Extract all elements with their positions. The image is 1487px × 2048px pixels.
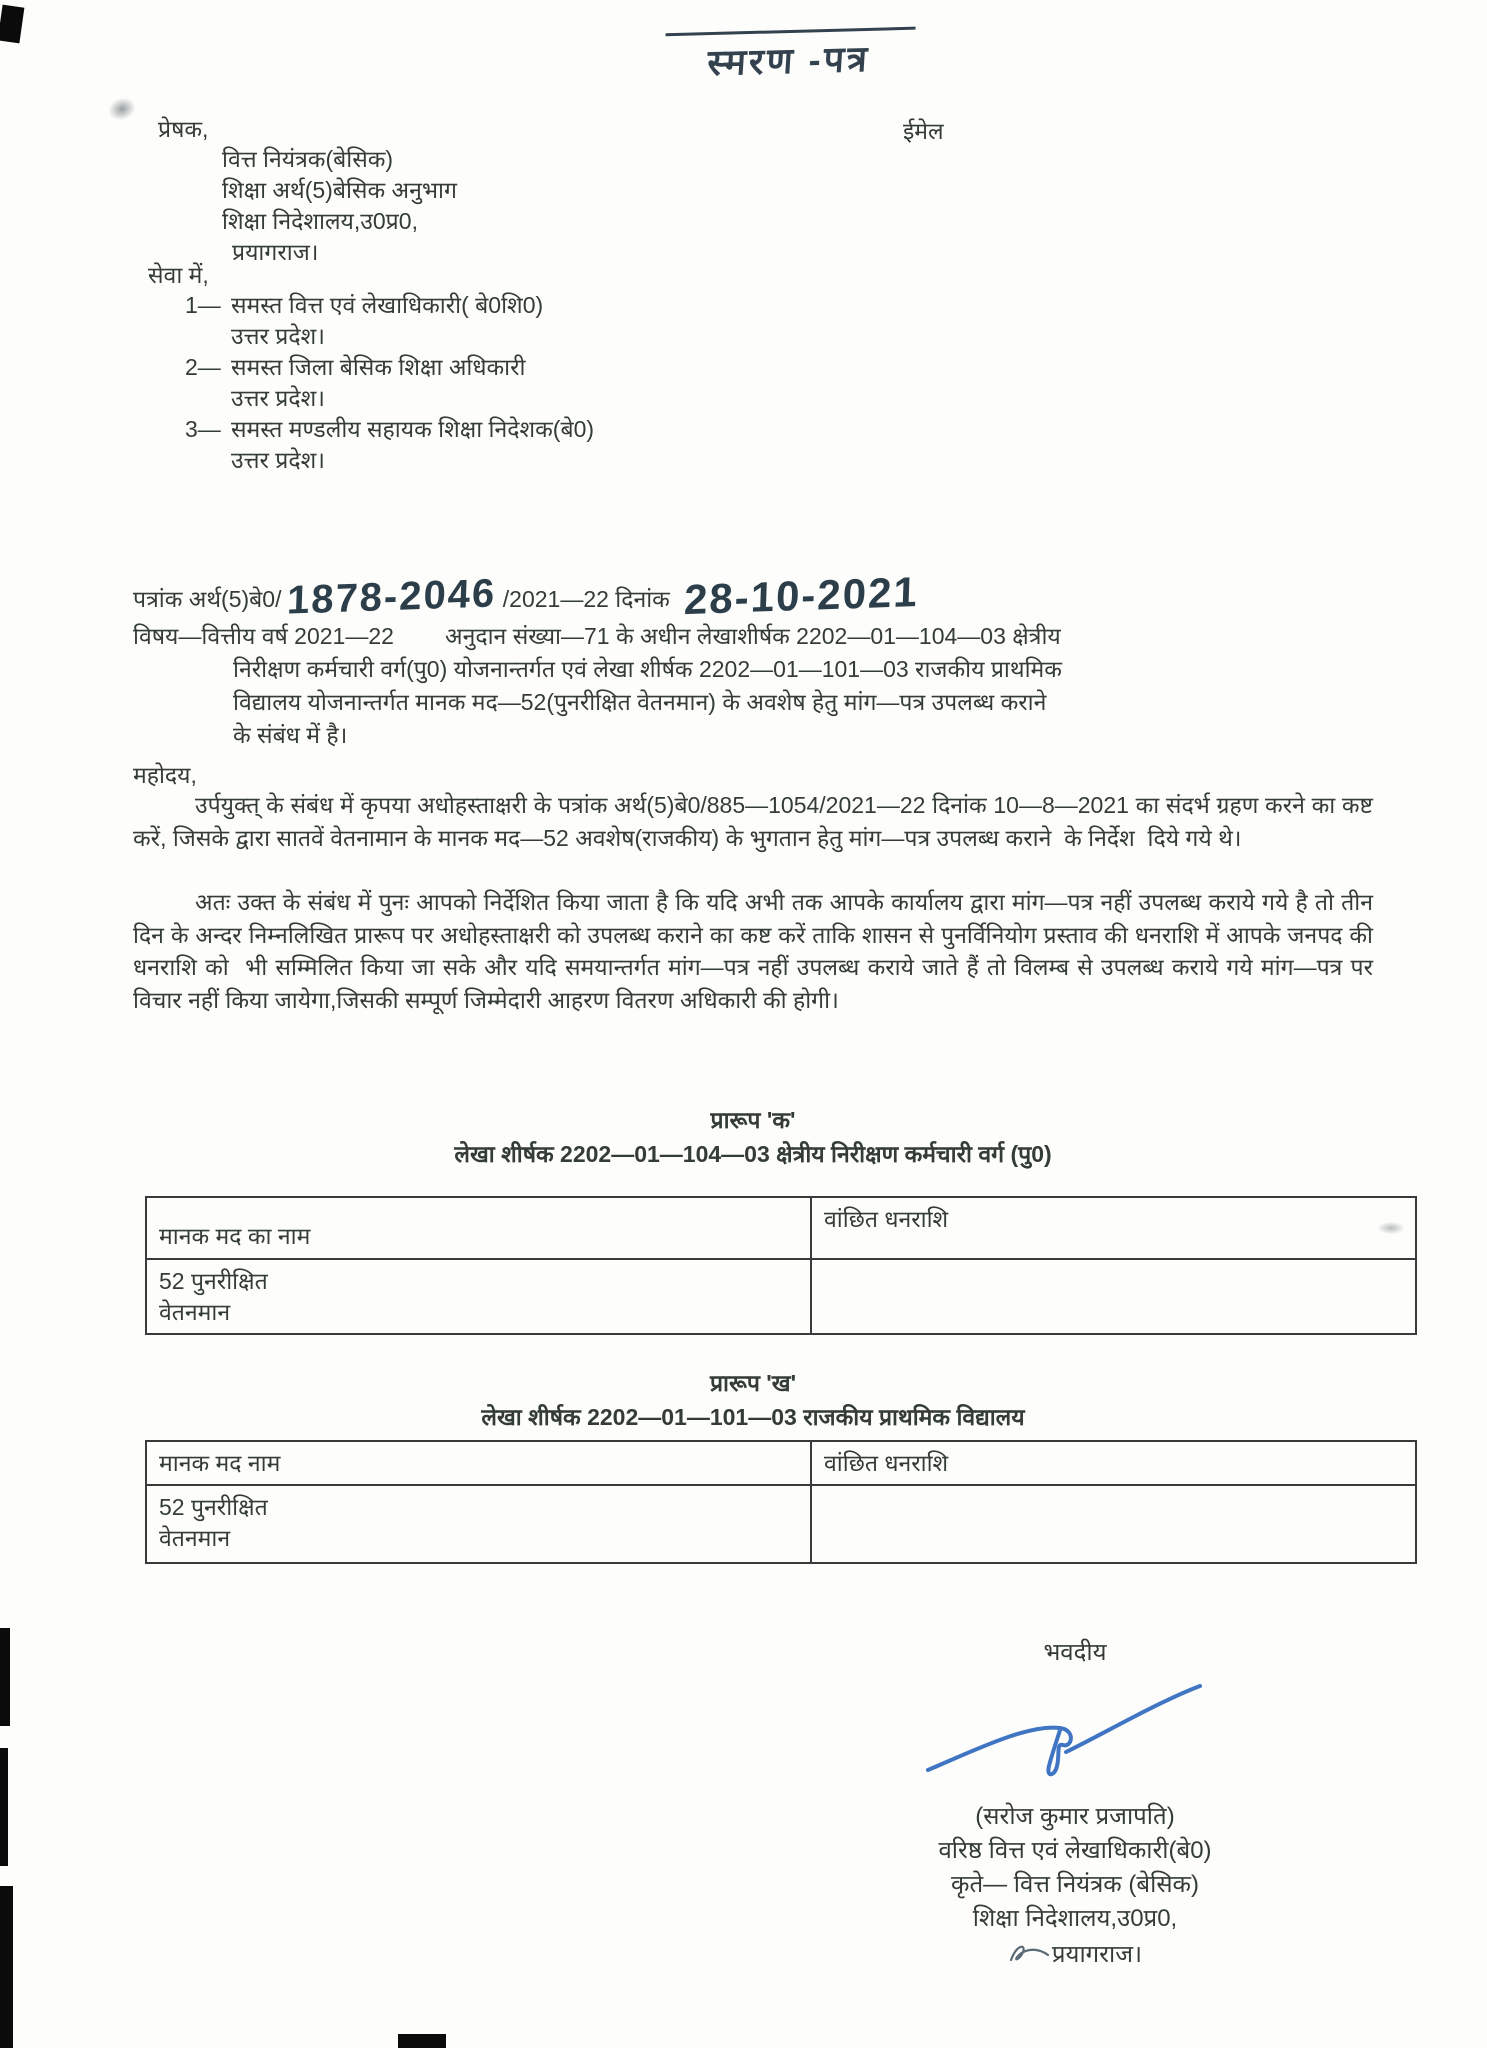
signatory-city xyxy=(845,1936,1305,1972)
scan-edge-mark xyxy=(398,2034,446,2048)
signatory-office: शिक्षा निदेशालय,उ0प्र0, xyxy=(972,1905,1178,1932)
recipient-text: समस्त जिला बेसिक शिक्षा अधिकारी xyxy=(231,354,526,380)
salutation: महोदय, xyxy=(133,762,197,788)
handwritten-letter-number: 1878-2046 xyxy=(286,571,498,623)
form-b-title: प्रारूप 'ख' xyxy=(709,1370,797,1396)
body-paragraph-1: उर्पयुक्त् के संबंध में कृपया अधोहस्ताक्षरी के पत्रांक अर्थ(5)बे0/885—1054/2021—22 दिनांक 10—8—2021 का संदर्भ ग्रहण करने का कष्ट करें, जिसके द्वारा सातवें वेतनामान के मानक मद—52 अवशेष(राजकीय) के भुगतान हेतु मांग—पत्र उपलब्ध कराने के निर्देश दिये गये थे। xyxy=(133,792,1380,851)
handwritten-note: स्मरण -पत्र xyxy=(662,27,915,88)
scan-edge-mark xyxy=(0,1886,13,2048)
email-label: ईमेल xyxy=(903,118,944,144)
scan-edge-mark xyxy=(0,5,24,44)
form-b-table xyxy=(145,1440,1417,1564)
scan-smudge xyxy=(105,94,139,124)
closing-word: भवदीय xyxy=(1043,1639,1107,1666)
sender-address xyxy=(222,144,457,268)
recipient-number: 2— xyxy=(185,354,221,380)
form-b-col1-header: मानक मद नाम xyxy=(147,1442,812,1486)
signature xyxy=(920,1678,1230,1798)
sender-line: शिक्षा निदेशालय,उ0प्र0, xyxy=(222,208,418,234)
reference-middle: /2021—22 दिनांक xyxy=(502,586,670,612)
signatory-city-text: प्रयागराज। xyxy=(1051,1941,1143,1968)
form-b-item-cell xyxy=(147,1486,812,1562)
signatory-name: (सरोज कुमार प्रजापति) xyxy=(975,1803,1175,1830)
form-a-col2-header: वांछित धनराशि xyxy=(812,1198,1415,1260)
form-b-item-line: 52 पुनरीक्षित xyxy=(159,1494,268,1520)
signature-block xyxy=(845,1636,1305,1972)
body-paragraph-2: अतः उक्त के संबंध में पुनः आपको निर्देशित किया जाता है कि यदि अभी तक आपके कार्यालय द्वारा मांग—पत्र नहीं उपलब्ध कराये गये है तो तीन दिन के अन्दर निम्नलिखित प्रारूप पर अधोहस्ताक्षरी को उपलब्ध कराने का कष्ट करें ताकि शासन से पुनर्विनियोग प्रस्ताव की धनराशि में आपके जनपद की धनराशि को भी सम्मिलित किया जा सके और यदि समयान्तर्गत मांग—पत्र नहीं उपलब्ध कराये जाते हैं तो विलम्ब से उपलब्ध कराये गये मांग—पत्र पर विचार नहीं किया जायेगा,जिसकी सम्पूर्ण जिम्मेदारी आहरण वितरण अधिकारी की होगी। xyxy=(133,889,1380,1013)
form-a-amount-cell xyxy=(812,1260,1415,1333)
form-a-table xyxy=(145,1196,1417,1335)
recipient-text: उत्तर प्रदेश। xyxy=(231,385,325,411)
recipient-list xyxy=(185,290,594,476)
recipient-text: उत्तर प्रदेश। xyxy=(231,447,325,473)
signatory-for: कृते— वित्त नियंत्रक (बेसिक) xyxy=(951,1871,1199,1898)
scan-edge-mark xyxy=(0,1628,10,1726)
recipient-text: समस्त मण्डलीय सहायक शिक्षा निदेशक(बे0) xyxy=(231,416,595,442)
scan-edge-mark xyxy=(0,1748,8,1866)
recipient-item xyxy=(185,290,594,321)
form-b-subtitle: लेखा शीर्षक 2202—01—101—03 राजकीय प्राथमिक विद्यालय xyxy=(481,1404,1025,1430)
form-b-amount-cell xyxy=(812,1486,1415,1562)
form-a-item-cell xyxy=(147,1260,812,1333)
recipient-number: 3— xyxy=(185,416,221,442)
sender-line: शिक्षा अर्थ(5)बेसिक अनुभाग xyxy=(222,177,457,203)
recipient-number: 1— xyxy=(185,292,221,318)
recipient-item xyxy=(185,352,594,383)
subject-block xyxy=(133,620,1381,752)
subject-line: निरीक्षण कर्मचारी वर्ग(पु0) योजनान्तर्गत एवं लेखा शीर्षक 2202—01—101—03 राजकीय प्राथमिक xyxy=(233,656,1062,682)
subject-line: विद्यालय योजनान्तर्गत मानक मद—52(पुनरीक्षित वेतनमान) के अवशेष हेतु मांग—पत्र उपलब्ध कराने xyxy=(233,689,1047,715)
reference-prefix: पत्रांक अर्थ(5)बे0/ xyxy=(133,586,282,612)
signatory-designation: वरिष्ठ वित्त एवं लेखाधिकारी(बे0) xyxy=(938,1837,1212,1864)
subject-line: विषय—वित्तीय वर्ष 2021—22 अनुदान संख्या—71 के अधीन लेखाशीर्षक 2202—01—104—03 क्षेत्रीय xyxy=(133,623,1061,649)
subject-line: के संबंध में है। xyxy=(233,722,348,748)
form-a-subtitle: लेखा शीर्षक 2202—01—104—03 क्षेत्रीय निरीक्षण कर्मचारी वर्ग (पु0) xyxy=(454,1141,1052,1167)
sender-line: वित्त नियंत्रक(बेसिक) xyxy=(222,146,394,172)
from-label: प्रेषक, xyxy=(158,116,209,142)
form-b-item-line: वेतनमान xyxy=(159,1525,231,1551)
handwritten-date: 28-10-2021 xyxy=(683,567,920,624)
form-a-item-line: वेतनमान xyxy=(159,1299,231,1325)
form-a-title: प्रारूप 'क' xyxy=(710,1107,796,1133)
form-b-col2-header: वांछित धनराशि xyxy=(812,1442,1415,1486)
recipient-text: समस्त वित्त एवं लेखाधिकारी( बे0शि0) xyxy=(231,292,544,318)
recipient-text: उत्तर प्रदेश। xyxy=(231,323,325,349)
form-a-item-line: 52 पुनरीक्षित xyxy=(159,1268,268,1294)
form-a-col1-header: मानक मद का नाम xyxy=(147,1198,812,1260)
sender-line: प्रयागराज। xyxy=(232,239,319,265)
pen-squiggle xyxy=(1008,1940,1050,1966)
to-label: सेवा में, xyxy=(148,262,209,288)
recipient-item xyxy=(185,414,594,445)
letter-reference-line xyxy=(133,567,920,624)
